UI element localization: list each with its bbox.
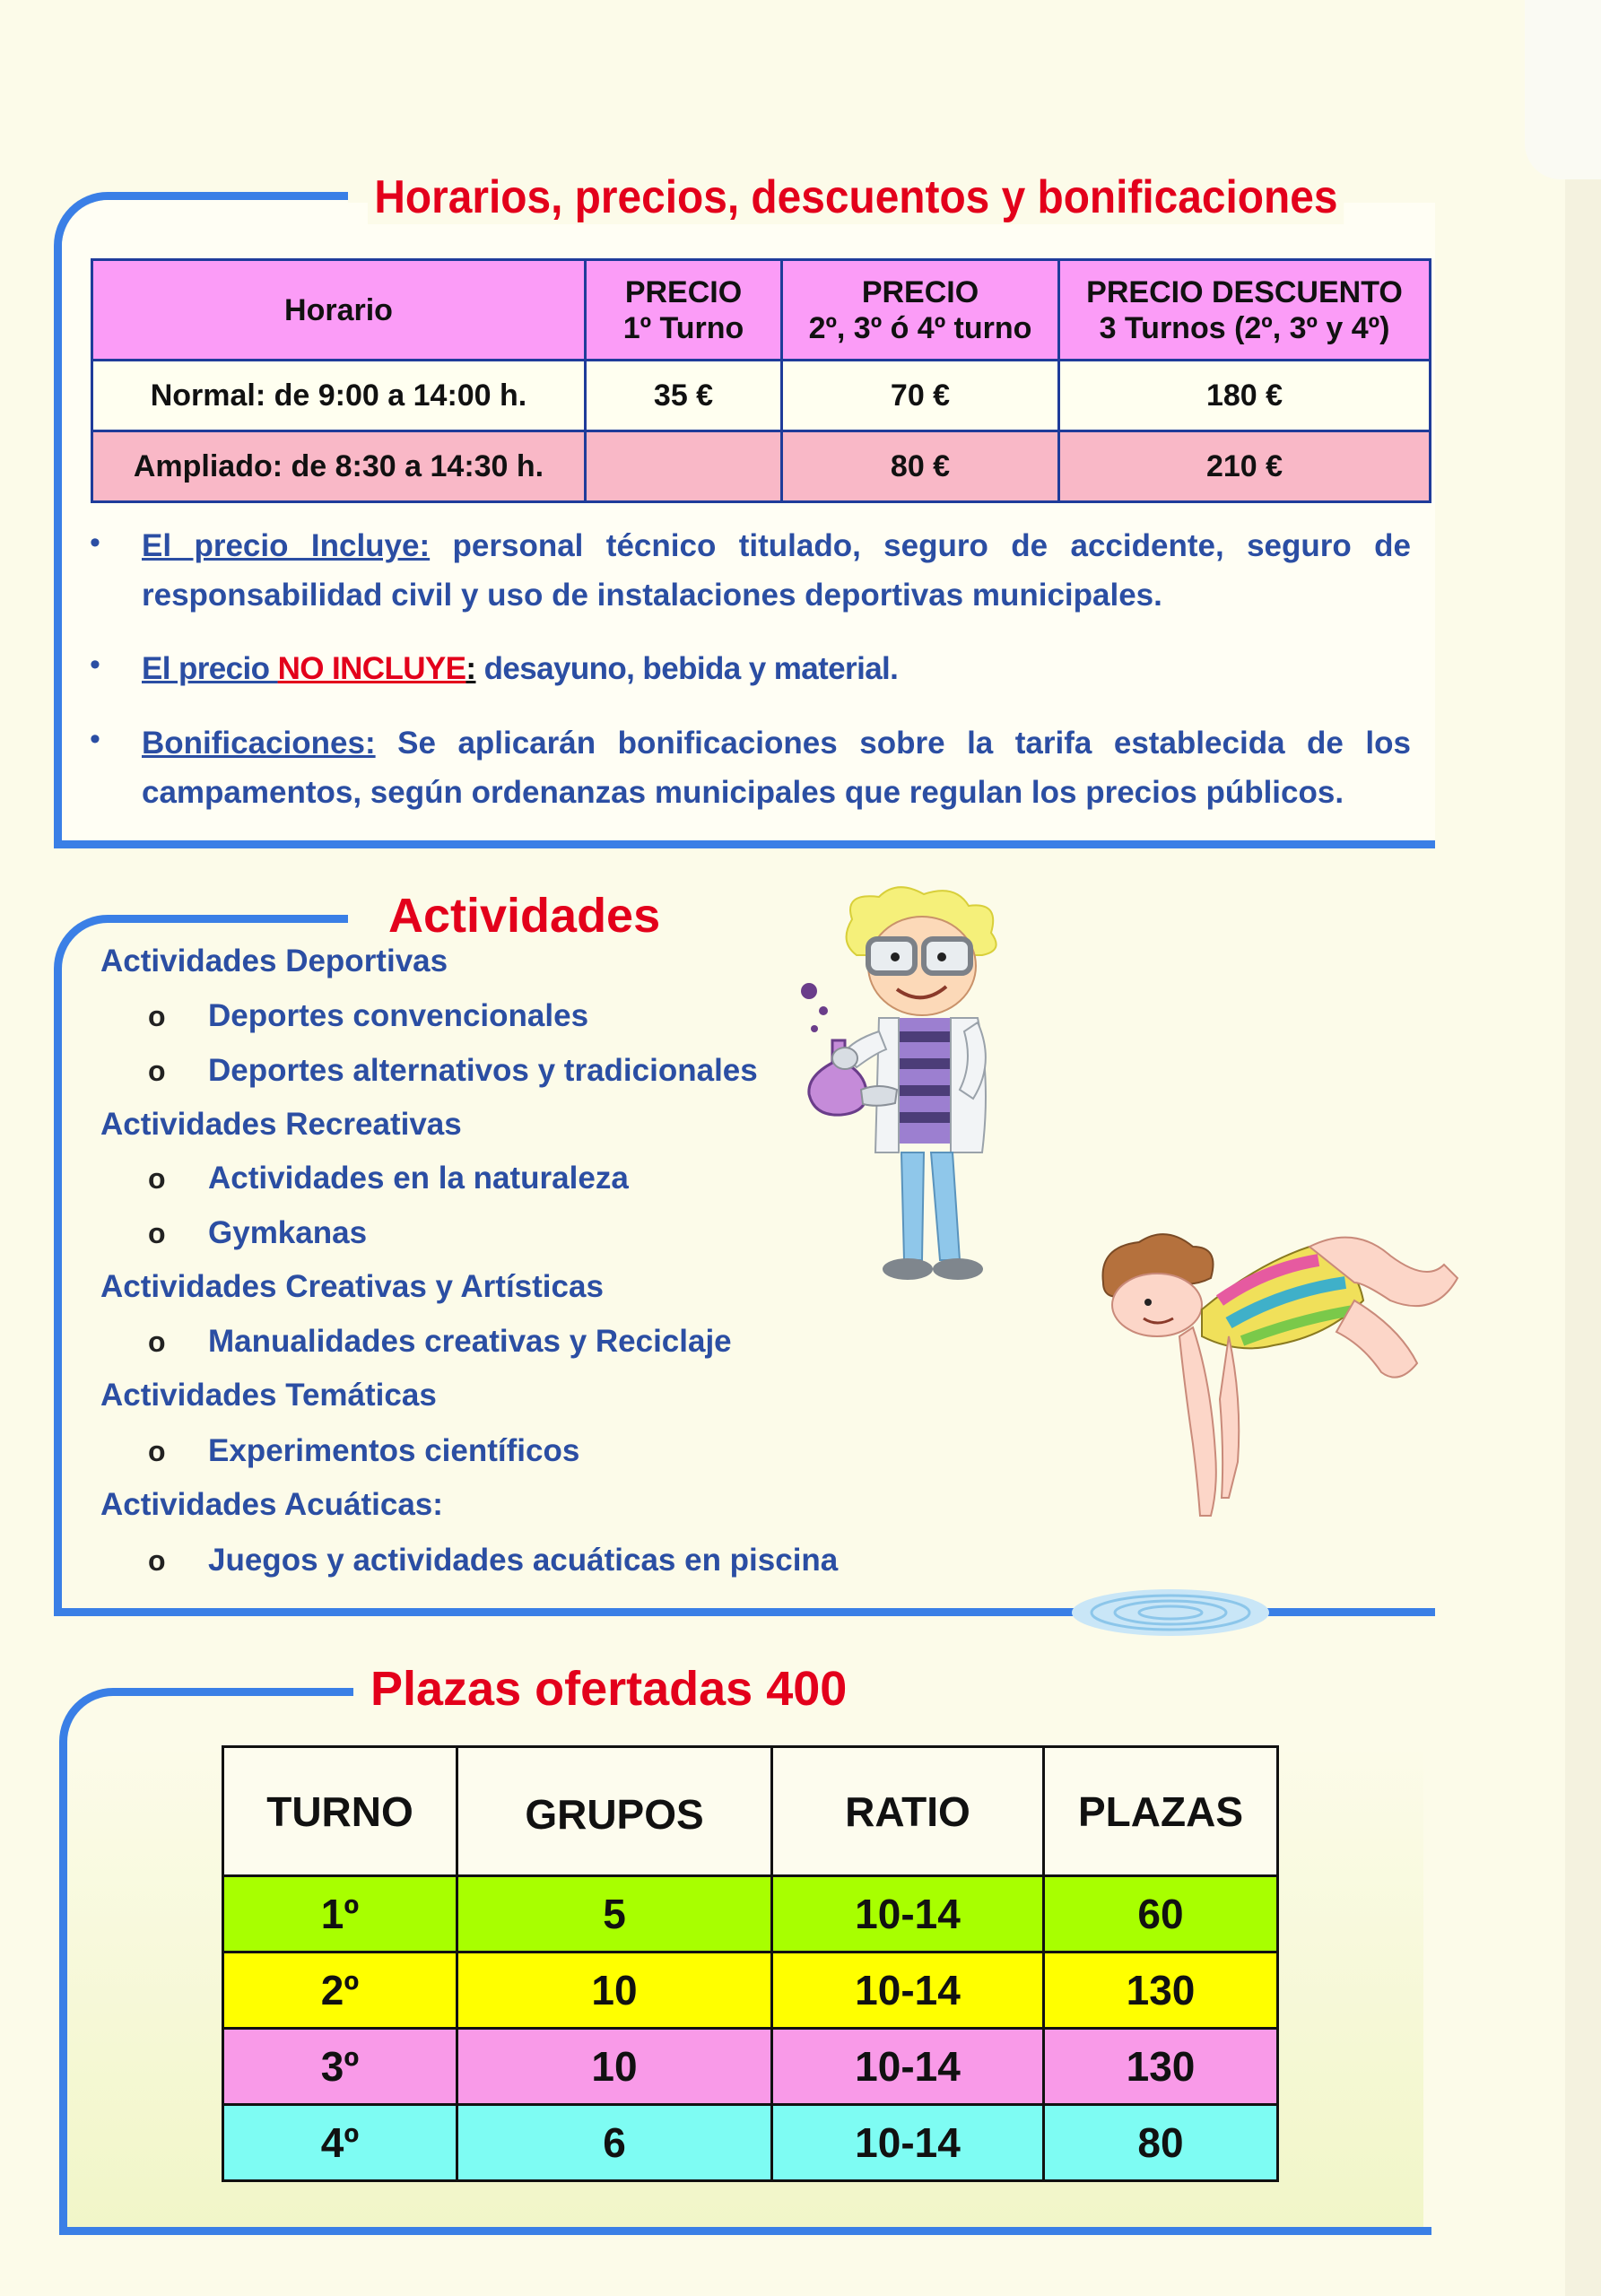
table-row: 2º 10 10-14 130: [223, 1952, 1278, 2029]
header-horario: Horario: [92, 260, 586, 361]
diver-illustration: [1094, 1229, 1462, 1570]
section3-title: Plazas ofertadas 400: [363, 1661, 854, 1717]
sub-marker: o: [148, 1435, 166, 1467]
activity-item: Gymkanas: [208, 1215, 368, 1250]
water-splash: [1067, 1586, 1274, 1639]
table-row: Normal: de 9:00 a 14:00 h. 35 € 70 € 180 €: [92, 361, 1431, 431]
table-row: 1º 5 10-14 60: [223, 1876, 1278, 1952]
section1-title: Horarios, precios, descuentos y bonificaciones: [368, 170, 1344, 224]
bullet-bonificaciones: Bonificaciones: Se aplicarán bonificaciones sobre la tarifa establecida de los campamentos, según ordenanzas municipales que regulan los precios públicos.: [142, 726, 1411, 810]
activity-item: Experimentos científicos: [208, 1433, 580, 1468]
bullet-icon: •: [90, 722, 100, 756]
price-table-header: [92, 260, 1431, 361]
table-row: 4º 6 10-14 80: [223, 2105, 1278, 2181]
category-recreativas: Actividades Recreativas: [100, 1107, 462, 1142]
sub-marker: o: [148, 1000, 166, 1032]
bullet-includes: El precio Incluye: personal técnico titulado, seguro de accidente, seguro de responsabilidad civil y uso de instalaciones deportivas municipales.: [142, 528, 1411, 613]
activity-item: Actividades en la naturaleza: [208, 1161, 629, 1196]
price-table: [91, 258, 1431, 503]
plazas-table-header: TURNO GRUPOS RATIO PLAZAS: [223, 1747, 1278, 1876]
activity-item: Juegos y actividades acuáticas en piscina: [208, 1543, 839, 1578]
page-edge: [1565, 0, 1601, 2296]
bullet-icon: •: [90, 526, 100, 560]
sub-marker: o: [148, 1162, 166, 1195]
category-deportivas: Actividades Deportivas: [100, 944, 448, 978]
sub-marker: o: [148, 1217, 166, 1249]
sub-marker: o: [148, 1055, 166, 1087]
bullet-icon: •: [90, 648, 100, 682]
header-precio-2: PRECIO 2º, 3º ó 4º turno: [782, 260, 1059, 361]
sub-marker: o: [148, 1326, 166, 1358]
header-precio-1: PRECIO 1º Turno: [586, 260, 782, 361]
sub-marker: o: [148, 1544, 166, 1577]
table-row: Ampliado: de 8:30 a 14:30 h. 80 € 210 €: [92, 431, 1431, 502]
activity-item: Deportes alternativos y tradicionales: [208, 1053, 758, 1088]
header-precio-descuento: PRECIO DESCUENTO 3 Turnos (2º, 3º y 4º): [1059, 260, 1431, 361]
plazas-table: [222, 1745, 1279, 2182]
scientist-illustration: [789, 883, 1076, 1305]
activity-item: Manualidades creativas y Reciclaje: [208, 1324, 732, 1359]
category-creativas: Actividades Creativas y Artísticas: [100, 1269, 604, 1304]
category-tematicas: Actividades Temáticas: [100, 1378, 437, 1413]
category-acuaticas: Actividades Acuáticas:: [100, 1487, 443, 1522]
table-row: 3º 10 10-14 130: [223, 2029, 1278, 2105]
activity-item: Deportes convencionales: [208, 998, 589, 1033]
section2-title: Actividades: [381, 888, 667, 944]
bullet-not-includes: El precio NO INCLUYE: desayuno, bebida y material.: [142, 651, 899, 686]
page-corner: [1525, 0, 1601, 179]
